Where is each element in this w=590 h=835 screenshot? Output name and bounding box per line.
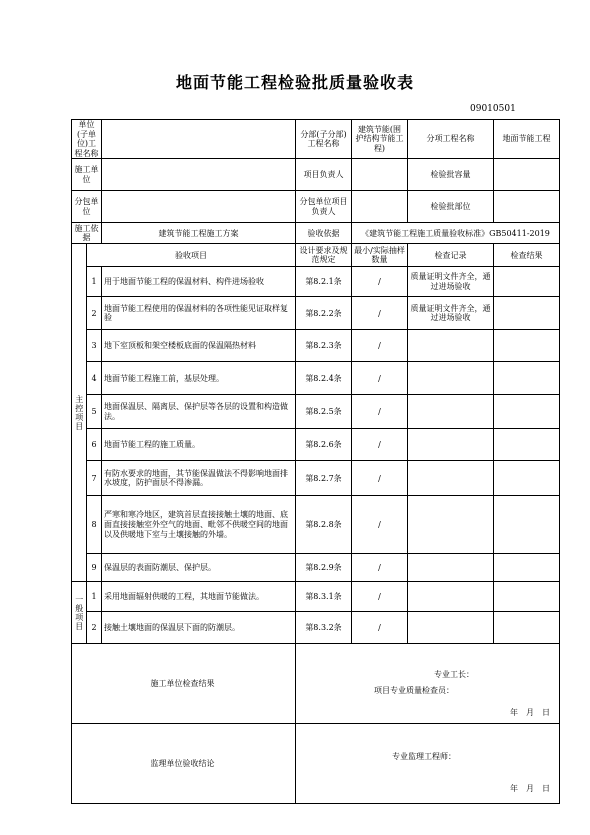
item-check-record[interactable] [408,461,494,496]
item-sample-count[interactable]: / [352,612,408,644]
unit-name-label: 单位(子单位)工程名称 [72,120,102,159]
item-check-result[interactable] [494,297,560,330]
item-check-result[interactable] [494,330,560,362]
column-header-record: 检查记录 [408,244,494,267]
item-number: 2 [87,612,102,644]
contractor-value[interactable] [102,159,296,191]
item-sample-count[interactable]: / [352,362,408,395]
contractor-label: 施工单位 [72,159,102,191]
batch-capacity-label: 检验批容量 [408,159,494,191]
item-check-record[interactable] [408,554,494,582]
item-number: 8 [87,496,102,554]
sub-project-value[interactable]: 建筑节能(围护结构节能工程) [352,120,408,159]
item-check-record[interactable] [408,612,494,644]
item-description: 地下室顶板和架空楼板底面的保温隔热材料 [102,330,296,362]
item-sample-count[interactable]: / [352,461,408,496]
item-check-result[interactable] [494,362,560,395]
item-number: 4 [87,362,102,395]
item-check-result[interactable] [494,496,560,554]
item-check-result[interactable] [494,395,560,429]
item-spec-clause: 第8.3.1条 [296,582,352,612]
item-project-value[interactable]: 地面节能工程 [494,120,560,159]
construction-date: 年 月 日 [510,708,550,718]
item-spec-clause: 第8.2.3条 [296,330,352,362]
item-description: 地面节能工程使用的保温材料的各项性能见证取样复验 [102,297,296,330]
item-spec-clause: 第8.2.6条 [296,429,352,461]
subcontractor-label: 分包单位 [72,191,102,223]
item-description: 严寒和寒冷地区，建筑首层直接接触土壤的地面、底面直接接触室外空气的地面、毗邻不供暖空间的地面以及供暖地下室与土壤接触的外墙。 [102,496,296,554]
item-check-result[interactable] [494,582,560,612]
construction-check-signature[interactable] [296,644,560,724]
supervision-date: 年 月 日 [510,784,550,794]
item-sample-count[interactable]: / [352,429,408,461]
item-sample-count[interactable]: / [352,395,408,429]
item-sample-count[interactable]: / [352,554,408,582]
general-group-label: 一般项目 [72,582,87,644]
item-description: 保温层的表面防潮层、保护层。 [102,554,296,582]
form-title: 地面节能工程检验批质量验收表 [175,73,414,92]
table-row [72,297,560,330]
item-check-result[interactable] [494,267,560,297]
supervision-check-signature[interactable] [296,724,560,804]
column-header-spec: 设计要求及规范规定 [296,244,352,267]
table-row [72,554,560,582]
item-project-label: 分项工程名称 [408,120,494,159]
item-spec-clause: 第8.2.2条 [296,297,352,330]
batch-location-value[interactable] [494,191,560,223]
main-control-group-label: 主控项目 [72,244,87,582]
item-description: 地面节能工程的施工质量。 [102,429,296,461]
column-header-item: 验收项目 [87,244,296,267]
item-sample-count[interactable]: / [352,297,408,330]
item-check-record[interactable] [408,582,494,612]
table-row [72,461,560,496]
construction-basis-label: 施工依据 [72,223,102,244]
item-check-record[interactable] [408,429,494,461]
table-row [72,330,560,362]
item-sample-count[interactable]: / [352,267,408,297]
item-number: 3 [87,330,102,362]
item-spec-clause: 第8.3.2条 [296,612,352,644]
acceptance-form [71,119,559,804]
item-spec-clause: 第8.2.8条 [296,496,352,554]
table-row [72,267,560,297]
table-row [72,362,560,395]
item-sample-count[interactable]: / [352,582,408,612]
item-sample-count[interactable]: / [352,496,408,554]
item-description: 接触土壤地面的保温层下面的防潮层。 [102,612,296,644]
sub-pm-label: 分包单位项目负责人 [296,191,352,223]
item-check-record[interactable]: 质量证明文件齐全，通过进场验收 [408,297,494,330]
inspector-label: 项目专业质量检查员： [374,686,454,696]
item-description: 地面节能工程施工前，基层处理。 [102,362,296,395]
item-spec-clause: 第8.2.9条 [296,554,352,582]
supervisor-label: 专业监理工程师： [392,752,456,762]
unit-name-value[interactable] [102,120,296,159]
project-manager-value[interactable] [352,159,408,191]
table-row [72,582,560,612]
column-header-result: 检查结果 [494,244,560,267]
acceptance-table [71,119,560,804]
item-number: 1 [87,582,102,612]
item-number: 5 [87,395,102,429]
batch-location-label: 检验批部位 [408,191,494,223]
construction-check-label: 施工单位检查结果 [72,644,296,724]
item-check-result[interactable] [494,429,560,461]
item-number: 1 [87,267,102,297]
table-row [72,429,560,461]
item-number: 2 [87,297,102,330]
supervision-check-label: 监理单位验收结论 [72,724,296,804]
item-spec-clause: 第8.2.5条 [296,395,352,429]
acceptance-basis-value: 《建筑节能工程施工质量验收标准》GB50411-2019 [352,223,560,244]
item-sample-count[interactable]: / [352,330,408,362]
foreman-label: 专业工长： [434,670,474,680]
item-number: 7 [87,461,102,496]
item-check-result[interactable] [494,612,560,644]
sub-project-label: 分部(子分部)工程名称 [296,120,352,159]
item-check-record[interactable] [408,395,494,429]
item-description: 用于地面节能工程的保温材料、构件进场验收 [102,267,296,297]
item-number: 9 [87,554,102,582]
construction-basis-value[interactable]: 建筑节能工程施工方案 [102,223,296,244]
item-number: 6 [87,429,102,461]
subcontractor-value[interactable] [102,191,296,223]
item-spec-clause: 第8.2.7条 [296,461,352,496]
item-spec-clause: 第8.2.4条 [296,362,352,395]
item-check-record[interactable] [408,330,494,362]
item-check-record[interactable] [408,362,494,395]
item-check-result[interactable] [494,461,560,496]
table-row [72,496,560,554]
item-check-result[interactable] [494,554,560,582]
item-check-record[interactable]: 质量证明文件齐全，通过进场验收 [408,267,494,297]
sub-pm-value[interactable] [352,191,408,223]
column-header-sample: 最小/实际抽样数量 [352,244,408,267]
batch-capacity-value[interactable] [494,159,560,191]
table-row [72,395,560,429]
project-manager-label: 项目负责人 [296,159,352,191]
item-description: 有防水要求的地面，其节能保温做法不得影响地面排水坡度，防护面层不得渗漏。 [102,461,296,496]
table-row [72,612,560,644]
item-spec-clause: 第8.2.1条 [296,267,352,297]
acceptance-basis-label: 验收依据 [296,223,352,244]
item-check-record[interactable] [408,496,494,554]
item-description: 采用地面辐射供暖的工程，其地面节能做法。 [102,582,296,612]
item-description: 地面保温层、隔离层、保护层等各层的设置和构造做法。 [102,395,296,429]
document-code: 09010501 [470,104,516,114]
